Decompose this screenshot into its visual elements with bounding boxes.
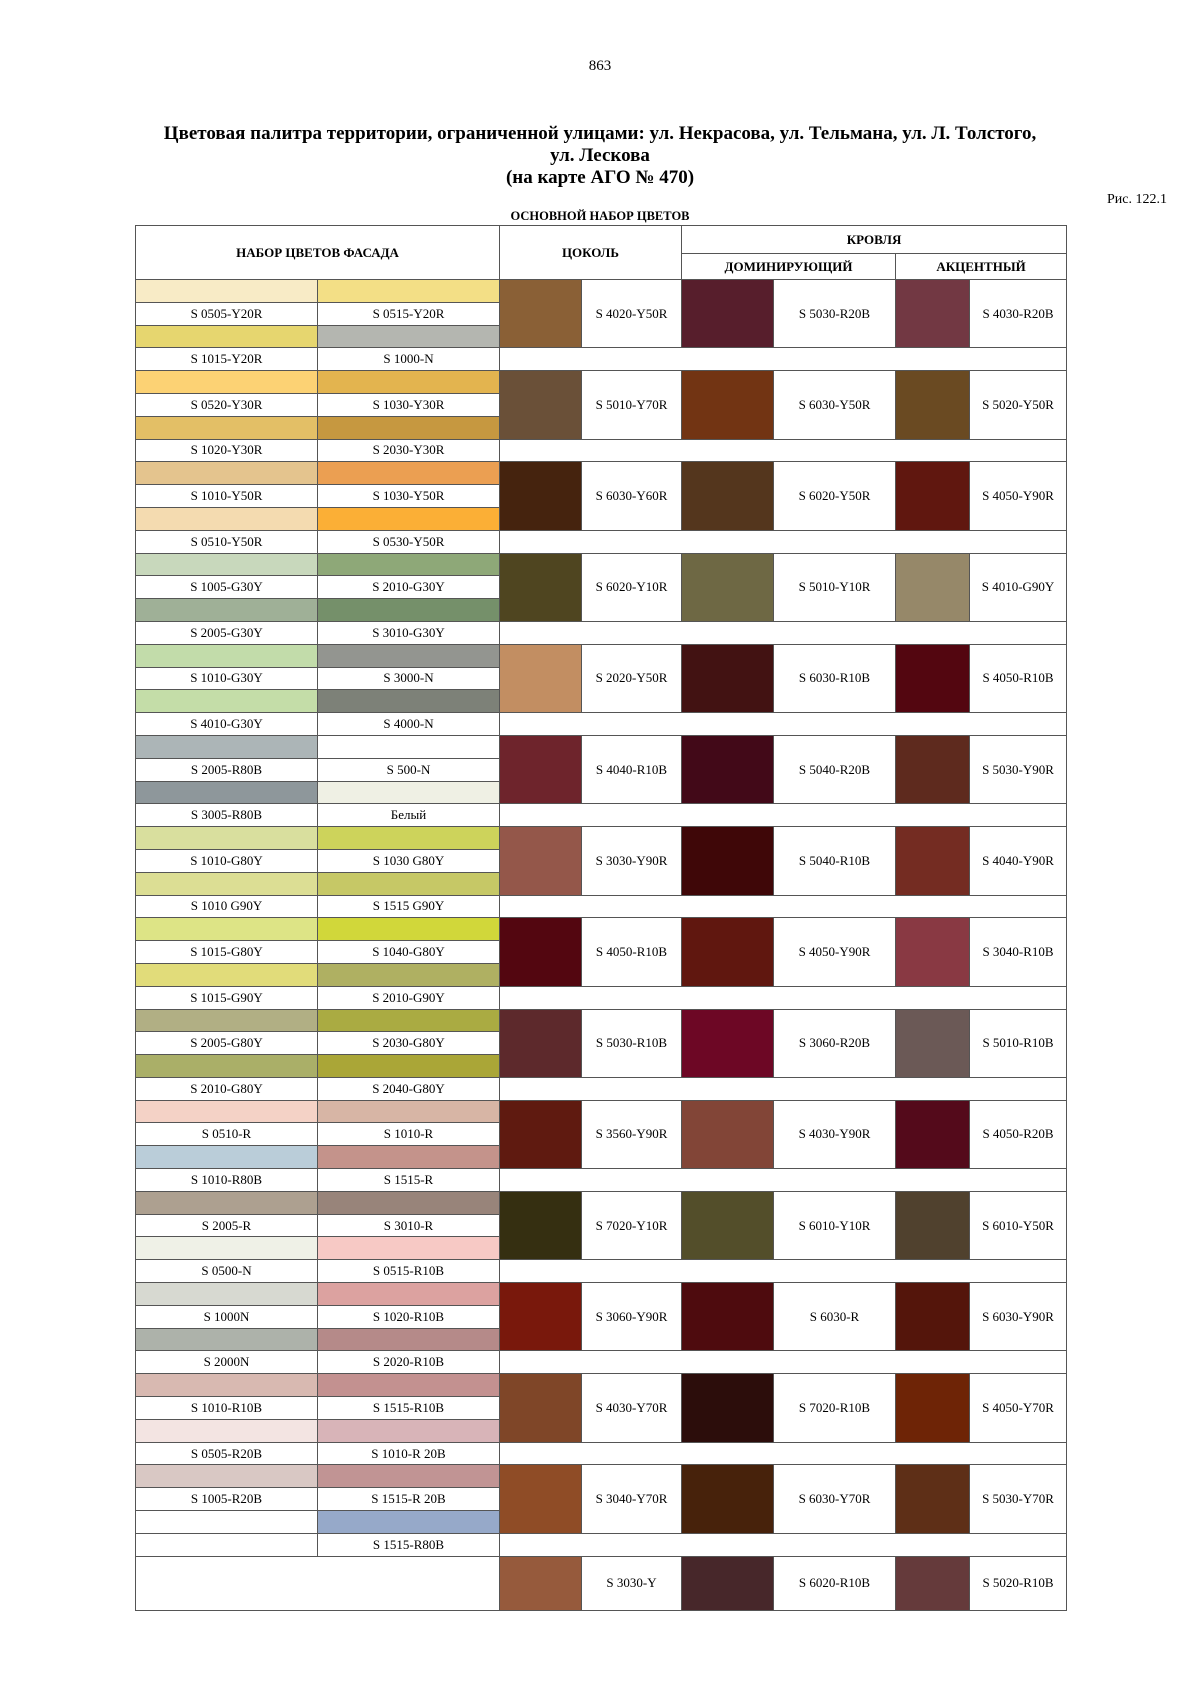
facade-swatch bbox=[318, 1146, 500, 1169]
roof-accent-swatch bbox=[896, 1465, 970, 1533]
facade-swatch bbox=[318, 1328, 500, 1351]
roof-accent-code: S 5020-Y50R bbox=[970, 371, 1067, 439]
roof-header: КРОВЛЯ bbox=[682, 226, 1067, 254]
facade-swatch bbox=[136, 1146, 318, 1169]
facade-color-code: S 3000-N bbox=[318, 667, 500, 690]
roof-accent-swatch bbox=[896, 918, 970, 986]
facade-swatch bbox=[136, 1328, 318, 1351]
facade-swatch-row bbox=[136, 553, 1067, 576]
facade-swatch bbox=[318, 644, 500, 667]
facade-label-row bbox=[136, 530, 1067, 553]
facade-swatch bbox=[318, 963, 500, 986]
facade-color-code: S 2020-R10B bbox=[318, 1351, 500, 1374]
facade-swatch bbox=[136, 280, 318, 303]
plinth-code: S 6020-Y10R bbox=[582, 553, 682, 621]
facade-label-row bbox=[136, 621, 1067, 644]
group-spacer bbox=[500, 1351, 1067, 1374]
roof-dominant-code: S 4030-Y90R bbox=[774, 1100, 896, 1168]
facade-label-row bbox=[136, 439, 1067, 462]
plinth-swatch bbox=[500, 918, 582, 986]
facade-swatch bbox=[318, 690, 500, 713]
facade-color-code: S 2005-G30Y bbox=[136, 621, 318, 644]
facade-label-row bbox=[136, 986, 1067, 1009]
plinth-code: S 4040-R10B bbox=[582, 735, 682, 803]
roof-accent-swatch bbox=[896, 1374, 970, 1442]
facade-label-row bbox=[136, 1169, 1067, 1192]
roof-dominant-code: S 6030-R10B bbox=[774, 644, 896, 712]
facade-color-code: S 1010-R80B bbox=[136, 1169, 318, 1192]
facade-swatch bbox=[318, 462, 500, 485]
facade-swatch-row bbox=[136, 1465, 1067, 1488]
facade-color-code: S 1515-R10B bbox=[318, 1397, 500, 1420]
facade-color-code: S 0520-Y30R bbox=[136, 393, 318, 416]
roof-accent-swatch bbox=[896, 1283, 970, 1351]
plinth-header: ЦОКОЛЬ bbox=[500, 226, 682, 280]
facade-color-code: S 0510-Y50R bbox=[136, 530, 318, 553]
facade-label-row bbox=[136, 1442, 1067, 1465]
facade-color-code: S 2030-G80Y bbox=[318, 1032, 500, 1055]
facade-color-code: S 0500-N bbox=[136, 1260, 318, 1283]
facade-color-code: S 4010-G30Y bbox=[136, 713, 318, 736]
group-spacer bbox=[500, 804, 1067, 827]
facade-color-code: S 2010-G80Y bbox=[136, 1077, 318, 1100]
facade-color-code: S 2000N bbox=[136, 1351, 318, 1374]
plinth-swatch bbox=[500, 462, 582, 530]
roof-accent-code: S 5020-R10B bbox=[970, 1556, 1067, 1610]
facade-color-code: S 1010-Y50R bbox=[136, 485, 318, 508]
roof-dominant-code: S 4050-Y90R bbox=[774, 918, 896, 986]
last-palette-row bbox=[136, 1556, 1067, 1610]
facade-color-code: S 1515 G90Y bbox=[318, 895, 500, 918]
facade-color-code: S 1015-G90Y bbox=[136, 986, 318, 1009]
facade-color-code: S 1030-Y50R bbox=[318, 485, 500, 508]
facade-swatch bbox=[318, 1100, 500, 1123]
roof-dominant-code: S 3060-R20B bbox=[774, 1009, 896, 1077]
facade-color-code: S 1020-R10B bbox=[318, 1305, 500, 1328]
plinth-code: S 3060-Y90R bbox=[582, 1283, 682, 1351]
facade-color-code: S 1010-G30Y bbox=[136, 667, 318, 690]
facade-swatch bbox=[318, 553, 500, 576]
facade-color-code: S 1005-R20B bbox=[136, 1488, 318, 1511]
facade-color-code: S 1030-Y30R bbox=[318, 393, 500, 416]
facade-swatch-row bbox=[136, 1191, 1067, 1214]
plinth-swatch bbox=[500, 371, 582, 439]
facade-swatch bbox=[318, 325, 500, 348]
roof-accent-code: S 4010-G90Y bbox=[970, 553, 1067, 621]
facade-color-code: S 1515-R 20B bbox=[318, 1488, 500, 1511]
facade-swatch bbox=[318, 1009, 500, 1032]
roof-accent-code: S 4030-R20B bbox=[970, 280, 1067, 348]
plinth-code: S 5030-R10B bbox=[582, 1009, 682, 1077]
page-title bbox=[0, 123, 1200, 189]
facade-swatch bbox=[136, 371, 318, 394]
facade-header: НАБОР ЦВЕТОВ ФАСАДА bbox=[136, 226, 500, 280]
facade-swatch-row bbox=[136, 918, 1067, 941]
roof-dominant-code: S 7020-R10B bbox=[774, 1374, 896, 1442]
facade-color-code: S 3010-G30Y bbox=[318, 621, 500, 644]
title-line-1: Цветовая палитра территории, ограниченной улицами: ул. Некрасова, ул. Тельмана, ул. Л. Толстого, bbox=[163, 123, 1037, 144]
facade-color-code: S 2005-G80Y bbox=[136, 1032, 318, 1055]
roof-dominant-code: S 5030-R20B bbox=[774, 280, 896, 348]
plinth-code: S 3560-Y90R bbox=[582, 1100, 682, 1168]
facade-color-code: S 1015-G80Y bbox=[136, 941, 318, 964]
facade-swatch bbox=[318, 507, 500, 530]
facade-color-code: S 1515-R80B bbox=[318, 1533, 500, 1556]
plinth-swatch bbox=[500, 1374, 582, 1442]
facade-swatch bbox=[318, 599, 500, 622]
facade-swatch bbox=[136, 1237, 318, 1260]
facade-color-code: S 1030 G80Y bbox=[318, 849, 500, 872]
facade-color-code: S 3005-R80B bbox=[136, 804, 318, 827]
facade-swatch bbox=[318, 1055, 500, 1078]
facade-swatch bbox=[318, 1374, 500, 1397]
facade-color-code: S 0505-Y20R bbox=[136, 302, 318, 325]
roof-dominant-swatch bbox=[682, 371, 774, 439]
facade-swatch bbox=[318, 781, 500, 804]
roof-accent-code: S 5010-R10B bbox=[970, 1009, 1067, 1077]
facade-color-code: S 3010-R bbox=[318, 1214, 500, 1237]
facade-label-row bbox=[136, 895, 1067, 918]
facade-color-code: S 0515-Y20R bbox=[318, 302, 500, 325]
facade-color-code: S 1010-R bbox=[318, 1123, 500, 1146]
roof-accent-code: S 4050-R20B bbox=[970, 1100, 1067, 1168]
plinth-swatch bbox=[500, 1283, 582, 1351]
facade-swatch bbox=[136, 827, 318, 850]
facade-swatch bbox=[318, 1237, 500, 1260]
roof-accent-swatch bbox=[896, 827, 970, 895]
roof-dominant-code: S 6030-R bbox=[774, 1283, 896, 1351]
facade-swatch bbox=[136, 690, 318, 713]
group-spacer bbox=[500, 1442, 1067, 1465]
facade-label-row bbox=[136, 1077, 1067, 1100]
roof-accent-code: S 4050-Y70R bbox=[970, 1374, 1067, 1442]
facade-swatch-row bbox=[136, 735, 1067, 758]
facade-label-row bbox=[136, 1351, 1067, 1374]
facade-swatch bbox=[136, 1055, 318, 1078]
facade-color-code: Белый bbox=[318, 804, 500, 827]
group-spacer bbox=[500, 621, 1067, 644]
facade-swatch bbox=[136, 1419, 318, 1442]
roof-accent-swatch bbox=[896, 735, 970, 803]
facade-color-code: S 1000-N bbox=[318, 348, 500, 371]
plinth-code: S 4050-R10B bbox=[582, 918, 682, 986]
facade-swatch-row bbox=[136, 462, 1067, 485]
facade-swatch bbox=[136, 1374, 318, 1397]
group-spacer bbox=[500, 1533, 1067, 1556]
facade-swatch bbox=[318, 827, 500, 850]
facade-color-code: S 4000-N bbox=[318, 713, 500, 736]
plinth-swatch bbox=[500, 1465, 582, 1533]
facade-color-code: S 500-N bbox=[318, 758, 500, 781]
facade-swatch bbox=[136, 1511, 318, 1534]
roof-dominant-swatch bbox=[682, 1556, 774, 1610]
plinth-code: S 3030-Y90R bbox=[582, 827, 682, 895]
roof-dominant-swatch bbox=[682, 553, 774, 621]
plinth-code: S 3040-Y70R bbox=[582, 1465, 682, 1533]
roof-accent-swatch bbox=[896, 462, 970, 530]
facade-swatch bbox=[136, 325, 318, 348]
plinth-code: S 5010-Y70R bbox=[582, 371, 682, 439]
plinth-swatch bbox=[500, 280, 582, 348]
roof-accent-swatch bbox=[896, 644, 970, 712]
facade-color-code: S 1515-R bbox=[318, 1169, 500, 1192]
facade-label-row bbox=[136, 1533, 1067, 1556]
plinth-swatch bbox=[500, 735, 582, 803]
facade-color-code: S 1000N bbox=[136, 1305, 318, 1328]
facade-color-code: S 1010-G80Y bbox=[136, 849, 318, 872]
color-set-label: ОСНОВНОЙ НАБОР ЦВЕТОВ bbox=[510, 209, 690, 223]
roof-accent-code: S 6030-Y90R bbox=[970, 1283, 1067, 1351]
plinth-code: S 6030-Y60R bbox=[582, 462, 682, 530]
facade-swatch bbox=[318, 1283, 500, 1306]
plinth-swatch bbox=[500, 644, 582, 712]
facade-swatch-row bbox=[136, 1100, 1067, 1123]
roof-accent-header: АКЦЕНТНЫЙ bbox=[896, 254, 1067, 280]
roof-dominant-swatch bbox=[682, 735, 774, 803]
facade-swatch bbox=[136, 735, 318, 758]
facade-swatch-row bbox=[136, 280, 1067, 303]
roof-dominant-swatch bbox=[682, 280, 774, 348]
roof-dominant-swatch bbox=[682, 1191, 774, 1259]
facade-color-code: S 0505-R20B bbox=[136, 1442, 318, 1465]
facade-color-code: S 0515-R10B bbox=[318, 1260, 500, 1283]
facade-swatch bbox=[318, 735, 500, 758]
plinth-swatch bbox=[500, 553, 582, 621]
roof-accent-swatch bbox=[896, 1191, 970, 1259]
roof-dominant-code: S 5010-Y10R bbox=[774, 553, 896, 621]
facade-color-code: S 2005-R bbox=[136, 1214, 318, 1237]
roof-accent-code: S 4050-R10B bbox=[970, 644, 1067, 712]
facade-swatch bbox=[136, 507, 318, 530]
facade-color-code: S 1010-R10B bbox=[136, 1397, 318, 1420]
facade-color-code: S 1040-G80Y bbox=[318, 941, 500, 964]
facade-label-row bbox=[136, 713, 1067, 736]
facade-swatch bbox=[318, 280, 500, 303]
title-line-3: (на карте АГО № 470) bbox=[505, 167, 695, 188]
roof-accent-code: S 4040-Y90R bbox=[970, 827, 1067, 895]
group-spacer bbox=[500, 348, 1067, 371]
facade-swatch bbox=[318, 1419, 500, 1442]
roof-dominant-code: S 6010-Y10R bbox=[774, 1191, 896, 1259]
facade-swatch bbox=[318, 371, 500, 394]
roof-dominant-code: S 6020-R10B bbox=[774, 1556, 896, 1610]
facade-swatch bbox=[136, 1009, 318, 1032]
group-spacer bbox=[500, 895, 1067, 918]
roof-dominant-code: S 5040-R20B bbox=[774, 735, 896, 803]
facade-swatch-row bbox=[136, 644, 1067, 667]
roof-accent-code: S 5030-Y70R bbox=[970, 1465, 1067, 1533]
facade-color-code: S 2010-G90Y bbox=[318, 986, 500, 1009]
facade-swatch bbox=[318, 918, 500, 941]
facade-color-code: S 0530-Y50R bbox=[318, 530, 500, 553]
facade-color-code bbox=[136, 1533, 318, 1556]
facade-color-code: S 2030-Y30R bbox=[318, 439, 500, 462]
roof-dominant-swatch bbox=[682, 1374, 774, 1442]
title-line-2: ул. Лескова bbox=[550, 145, 650, 166]
facade-color-code: S 1005-G30Y bbox=[136, 576, 318, 599]
facade-color-code: S 1010 G90Y bbox=[136, 895, 318, 918]
roof-dominant-code: S 6020-Y50R bbox=[774, 462, 896, 530]
roof-accent-swatch bbox=[896, 553, 970, 621]
plinth-swatch bbox=[500, 827, 582, 895]
group-spacer bbox=[500, 530, 1067, 553]
roof-accent-swatch bbox=[896, 371, 970, 439]
roof-dominant-swatch bbox=[682, 1465, 774, 1533]
facade-swatch bbox=[136, 872, 318, 895]
facade-swatch-row bbox=[136, 1283, 1067, 1306]
plinth-code: S 3030-Y bbox=[582, 1556, 682, 1610]
plinth-code: S 7020-Y10R bbox=[582, 1191, 682, 1259]
group-spacer bbox=[500, 986, 1067, 1009]
facade-swatch bbox=[136, 599, 318, 622]
plinth-swatch bbox=[500, 1009, 582, 1077]
plinth-code: S 2020-Y50R bbox=[582, 644, 682, 712]
plinth-swatch bbox=[500, 1100, 582, 1168]
plinth-code: S 4020-Y50R bbox=[582, 280, 682, 348]
roof-accent-swatch bbox=[896, 1009, 970, 1077]
roof-dominant-header: ДОМИНИРУЮЩИЙ bbox=[682, 254, 896, 280]
facade-swatch bbox=[136, 1100, 318, 1123]
facade-swatch bbox=[136, 1283, 318, 1306]
page-number: 863 bbox=[588, 58, 612, 74]
facade-swatch-row bbox=[136, 827, 1067, 850]
facade-swatch bbox=[318, 1511, 500, 1534]
facade-swatch bbox=[318, 1465, 500, 1488]
group-spacer bbox=[500, 713, 1067, 736]
facade-swatch bbox=[318, 872, 500, 895]
group-spacer bbox=[500, 439, 1067, 462]
facade-color-code: S 2005-R80B bbox=[136, 758, 318, 781]
roof-accent-swatch bbox=[896, 1100, 970, 1168]
roof-accent-code: S 5030-Y90R bbox=[970, 735, 1067, 803]
facade-color-code: S 0510-R bbox=[136, 1123, 318, 1146]
facade-color-code: S 2040-G80Y bbox=[318, 1077, 500, 1100]
roof-dominant-code: S 6030-Y50R bbox=[774, 371, 896, 439]
facade-swatch bbox=[136, 462, 318, 485]
roof-dominant-code: S 6030-Y70R bbox=[774, 1465, 896, 1533]
plinth-code: S 4030-Y70R bbox=[582, 1374, 682, 1442]
facade-swatch bbox=[136, 918, 318, 941]
roof-dominant-swatch bbox=[682, 644, 774, 712]
color-palette-table bbox=[135, 225, 1067, 1611]
facade-swatch-row bbox=[136, 1009, 1067, 1032]
facade-swatch bbox=[318, 1191, 500, 1214]
roof-dominant-swatch bbox=[682, 1283, 774, 1351]
facade-swatch bbox=[136, 1191, 318, 1214]
group-spacer bbox=[500, 1260, 1067, 1283]
facade-swatch bbox=[136, 963, 318, 986]
facade-label-row bbox=[136, 804, 1067, 827]
roof-accent-swatch bbox=[896, 1556, 970, 1610]
facade-color-code: S 2010-G30Y bbox=[318, 576, 500, 599]
roof-dominant-swatch bbox=[682, 1009, 774, 1077]
roof-dominant-swatch bbox=[682, 827, 774, 895]
roof-dominant-swatch bbox=[682, 1100, 774, 1168]
facade-swatch bbox=[136, 644, 318, 667]
facade-label-row bbox=[136, 348, 1067, 371]
roof-accent-code: S 4050-Y90R bbox=[970, 462, 1067, 530]
facade-swatch bbox=[136, 416, 318, 439]
facade-label-row bbox=[136, 1260, 1067, 1283]
group-spacer bbox=[500, 1077, 1067, 1100]
facade-empty-cell bbox=[136, 1556, 500, 1610]
roof-accent-code: S 3040-R10B bbox=[970, 918, 1067, 986]
facade-color-code: S 1010-R 20B bbox=[318, 1442, 500, 1465]
facade-swatch-row bbox=[136, 371, 1067, 394]
facade-color-code: S 1020-Y30R bbox=[136, 439, 318, 462]
roof-accent-swatch bbox=[896, 280, 970, 348]
facade-swatch bbox=[136, 781, 318, 804]
facade-swatch-row bbox=[136, 1374, 1067, 1397]
facade-swatch bbox=[136, 1465, 318, 1488]
facade-swatch bbox=[318, 416, 500, 439]
plinth-swatch bbox=[500, 1556, 582, 1610]
plinth-swatch bbox=[500, 1191, 582, 1259]
roof-dominant-swatch bbox=[682, 462, 774, 530]
roof-dominant-swatch bbox=[682, 918, 774, 986]
roof-accent-code: S 6010-Y50R bbox=[970, 1191, 1067, 1259]
facade-swatch bbox=[136, 553, 318, 576]
group-spacer bbox=[500, 1169, 1067, 1192]
roof-dominant-code: S 5040-R10B bbox=[774, 827, 896, 895]
facade-color-code: S 1015-Y20R bbox=[136, 348, 318, 371]
figure-label: Рис. 122.1 bbox=[1107, 192, 1167, 207]
